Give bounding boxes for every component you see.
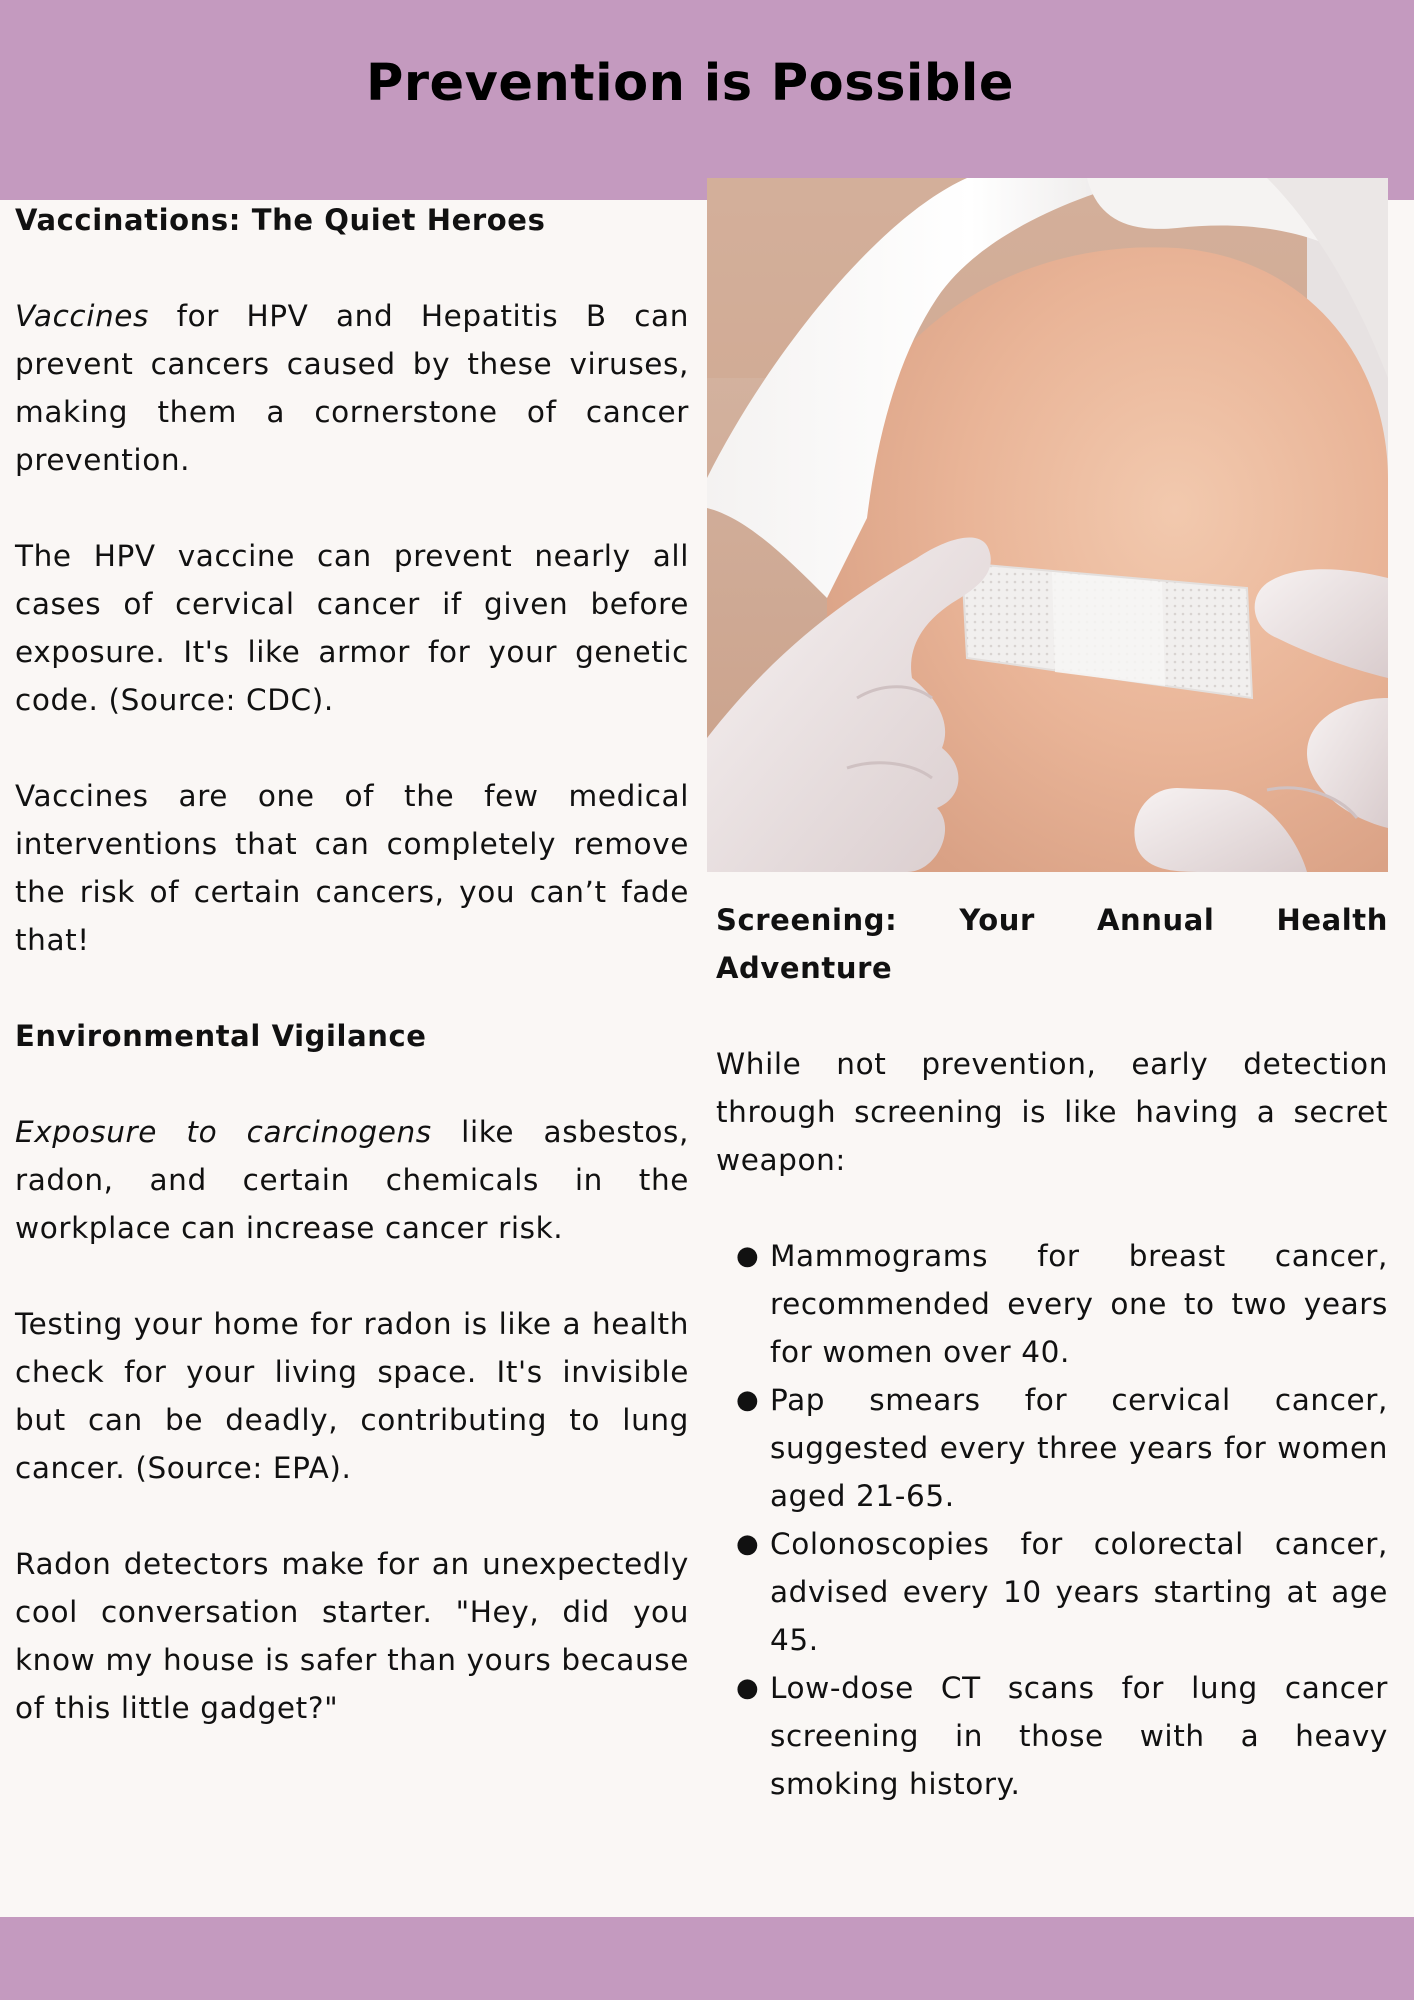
vaccinations-paragraph-1 xyxy=(15,292,689,484)
screening-list xyxy=(716,1232,1388,1808)
screening-intro: While not prevention, early detection through screening is like having a secret weapon: xyxy=(716,1047,1388,1177)
list-item-text: Mammograms for breast cancer, recommended every one to two years for women over 40. xyxy=(770,1239,1388,1369)
left-column xyxy=(15,196,689,1732)
list-item xyxy=(716,1376,1388,1520)
environmental-paragraph-1-text: like asbestos, radon, and certain chemicals in the workplace can increase cancer risk. xyxy=(15,1115,689,1245)
vaccinations-paragraph-2: The HPV vaccine can prevent nearly all cases of cervical cancer if given before exposure. It's like armor for your genetic code. (Source: CDC). xyxy=(15,539,689,717)
bullet-icon: ● xyxy=(736,1241,760,1271)
list-item xyxy=(716,1520,1388,1664)
bullet-icon: ● xyxy=(736,1385,760,1415)
screening-heading-line-2: Adventure xyxy=(716,951,893,985)
vaccinations-paragraph-3: Vaccines are one of the few medical interventions that can completely remove the risk of certain cancers, you can’t fade that! xyxy=(15,779,689,957)
carcinogens-emphasis: Exposure to carcinogens xyxy=(15,1115,432,1149)
footer-band xyxy=(0,1917,1414,2000)
bullet-icon: ● xyxy=(736,1673,760,1703)
environmental-paragraph-2: Testing your home for radon is like a health check for your living space. It's invisible but can be deadly, contributing to lung cancer. (Source: EPA). xyxy=(15,1307,689,1485)
bandage-photo-illustration xyxy=(707,178,1388,872)
list-item-text: Low-dose CT scans for lung cancer screening in those with a heavy smoking history. xyxy=(770,1671,1388,1801)
vaccinations-heading: Vaccinations: The Quiet Heroes xyxy=(15,203,546,237)
page-title: Prevention is Possible xyxy=(365,54,1014,113)
list-item xyxy=(716,1232,1388,1376)
vaccines-emphasis: Vaccines xyxy=(15,299,150,333)
vaccinations-paragraph-1-text: for HPV and Hepatitis B can prevent cancers caused by these viruses, making them a cornerstone of cancer prevention. xyxy=(15,299,689,477)
right-column xyxy=(716,896,1388,1808)
bandage-photo xyxy=(707,178,1388,872)
bullet-icon: ● xyxy=(736,1529,760,1559)
list-item-text: Colonoscopies for colorectal cancer, advised every 10 years starting at age 45. xyxy=(770,1527,1388,1657)
environmental-paragraph-1 xyxy=(15,1108,689,1252)
environmental-heading: Environmental Vigilance xyxy=(15,1019,427,1053)
list-item xyxy=(716,1664,1388,1808)
environmental-paragraph-3: Radon detectors make for an unexpectedly cool conversation starter. "Hey, did you know my house is safer than yours because of this little gadget?" xyxy=(15,1547,689,1725)
list-item-text: Pap smears for cervical cancer, suggested every three years for women aged 21-65. xyxy=(770,1383,1388,1513)
screening-heading-line-1: Screening: Your Annual Health xyxy=(716,903,1388,937)
